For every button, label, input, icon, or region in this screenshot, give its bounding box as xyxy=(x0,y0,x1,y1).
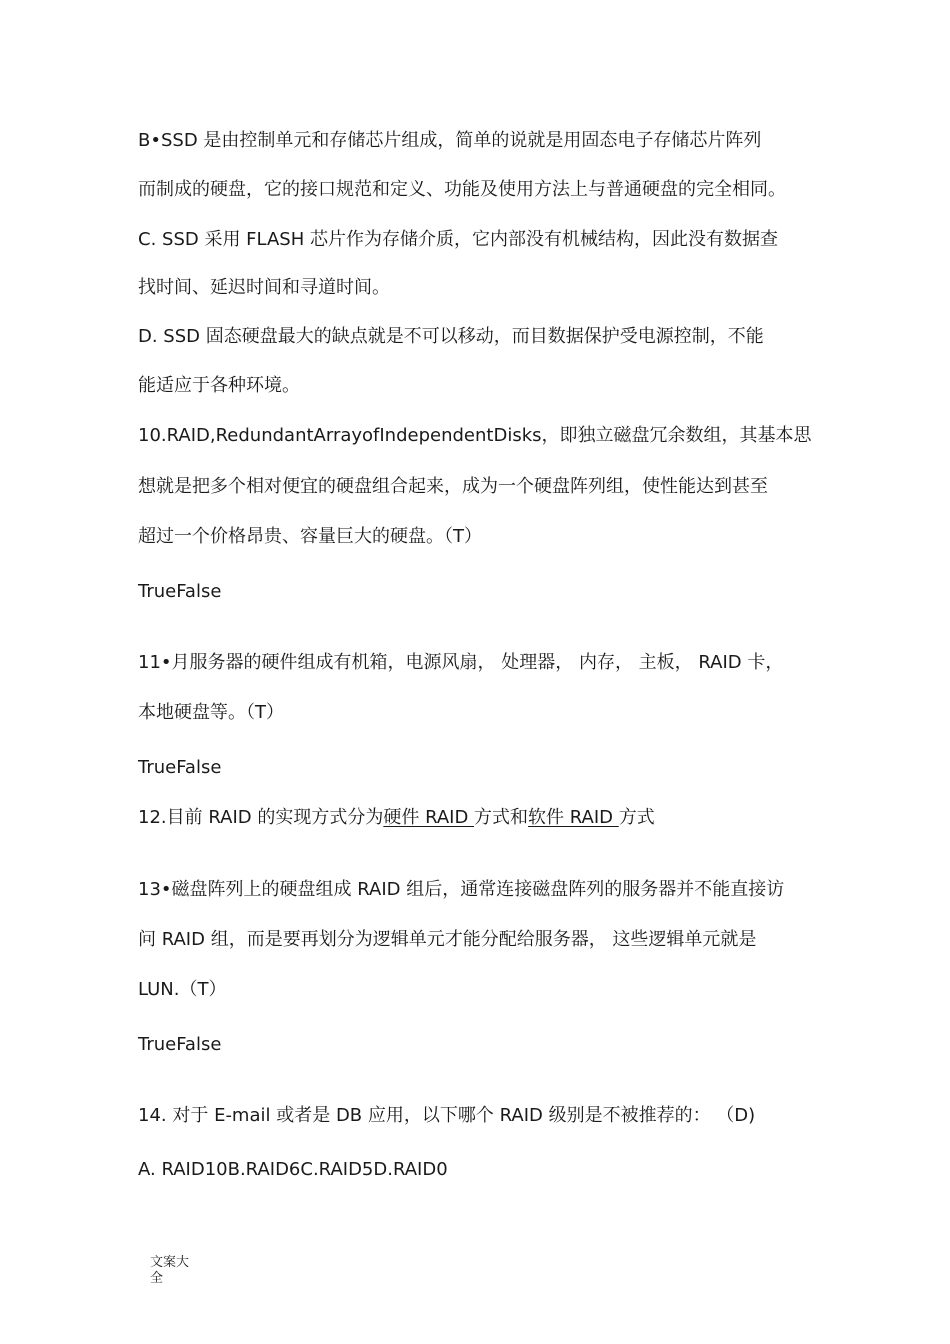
option-b-line-2: 而制成的硬盘，它的接口规范和定义、功能及使用方法上与普通硬盘的完全相同。 xyxy=(138,179,786,200)
question-12-middle: 方式和 xyxy=(474,807,529,828)
question-11-line-1: 11•月服务器的硬件组成有机箱，电源风扇， 处理器， 内存， 主板， RAID 卡， xyxy=(138,652,784,673)
question-12-answer-2: 软件 RAID xyxy=(528,807,619,828)
question-13-choices: TrueFalse xyxy=(138,1034,222,1055)
question-10-line-3: 超过一个价格昂贵、容量巨大的硬盘。（T） xyxy=(138,526,482,547)
option-d-line-1: D. SSD 固态硬盘最大的缺点就是不可以移动，而目数据保护受电源控制，不能 xyxy=(138,326,764,347)
question-14-options: A. RAID10B.RAID6C.RAID5D.RAID0 xyxy=(138,1159,448,1180)
question-11-choices: TrueFalse xyxy=(138,757,222,778)
question-10-line-2: 想就是把多个相对便宜的硬盘组合起来，成为一个硬盘阵列组，使性能达到甚至 xyxy=(138,476,768,497)
question-10-choices: TrueFalse xyxy=(138,581,222,602)
question-11-line-2: 本地硬盘等。（T） xyxy=(138,702,284,723)
question-13-line-2: 问 RAID 组，而是要再划分为逻辑单元才能分配给服务器， 这些逻辑单元就是 xyxy=(138,929,757,950)
question-12-answer-1: 硬件 RAID xyxy=(383,807,475,828)
question-12-prefix: 12.目前 RAID 的实现方式分为 xyxy=(138,807,384,828)
question-14-line: 14. 对于 E-mail 或者是 DB 应用，以下哪个 RAID 级别是不被推荐的： （D) xyxy=(138,1105,756,1126)
question-13-line-1: 13•磁盘阵列上的硬盘组成 RAID 组后，通常连接磁盘阵列的服务器并不能直接访 xyxy=(138,879,785,900)
option-c-line-1: C. SSD 采用 FLASH 芯片作为存储介质，它内部没有机械结构，因此没有数据查 xyxy=(138,229,778,250)
question-10-line-1: 10.RAID,RedundantArrayofIndependentDisks，即独立磁盘冗余数组，其基本思 xyxy=(138,425,812,446)
option-c-line-2: 找时间、延迟时间和寻道时间。 xyxy=(138,277,390,298)
option-d-line-2: 能适应于各种环境。 xyxy=(138,375,300,396)
question-12-suffix: 方式 xyxy=(618,807,655,828)
option-b-line-1: B•SSD 是由控制单元和存储芯片组成，简单的说就是用固态电子存储芯片阵列 xyxy=(138,130,762,151)
footer-watermark: 文案大全 xyxy=(150,1255,190,1286)
question-13-line-3: LUN.（T） xyxy=(138,979,227,1000)
question-12-line xyxy=(138,806,655,830)
